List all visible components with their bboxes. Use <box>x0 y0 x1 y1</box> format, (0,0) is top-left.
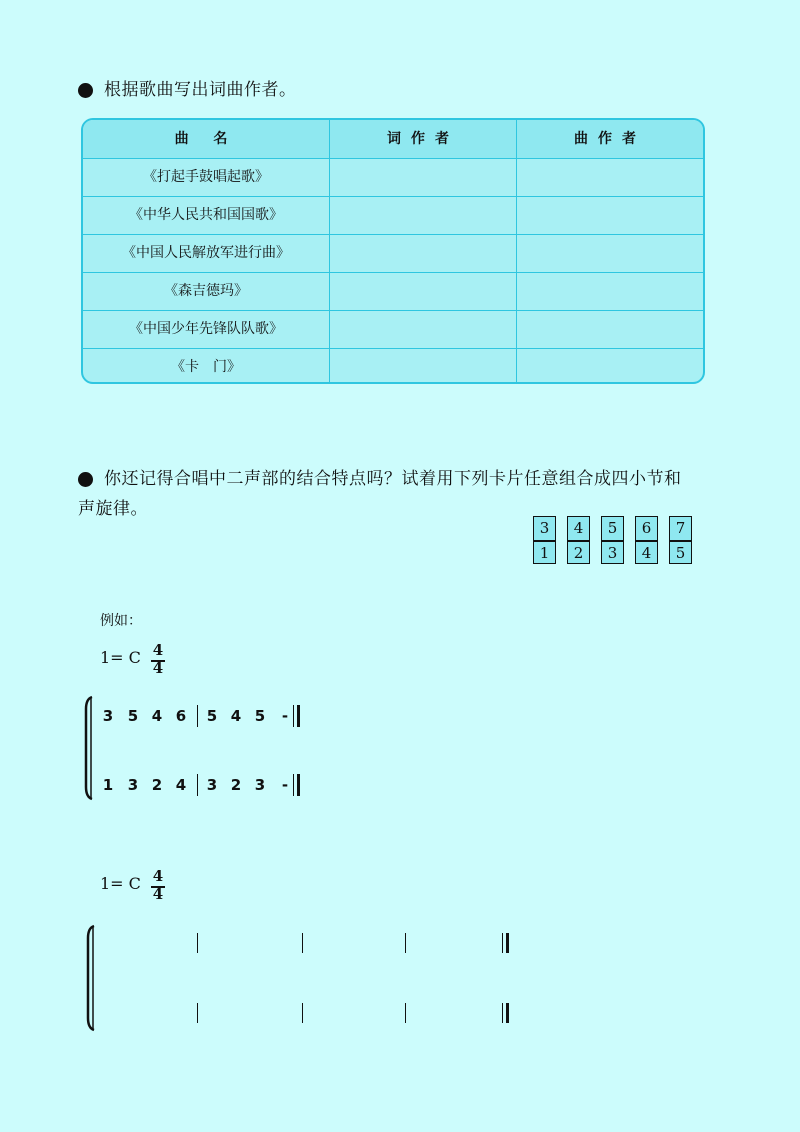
question-1-text: 根据歌曲写出词曲作者。 <box>104 80 297 100</box>
note: 3 <box>102 707 114 725</box>
interval-card <box>567 516 590 564</box>
card-top-note: 3 <box>539 519 550 537</box>
note: 5 <box>254 707 266 725</box>
card-bottom-note: 5 <box>675 543 686 562</box>
time-signature-top: 4 <box>152 641 164 659</box>
bar-line <box>197 774 198 796</box>
note: - <box>281 776 289 794</box>
blank-bar-line <box>197 1003 198 1023</box>
blank-bar-line <box>405 1003 406 1023</box>
exercise-system-brace <box>84 924 100 1032</box>
bullet-icon <box>78 83 93 98</box>
exercise-time-signature-bottom: 4 <box>152 885 164 903</box>
note: 3 <box>254 776 266 794</box>
final-bar-thick <box>506 933 509 953</box>
card-top-note: 4 <box>573 519 584 537</box>
system-brace <box>82 695 98 801</box>
note: 6 <box>175 707 187 725</box>
blank-bar-line <box>302 933 303 953</box>
blank-bar-line <box>197 933 198 953</box>
exercise-key-signature: 1= C <box>100 874 141 893</box>
example-label: 例如： <box>100 613 142 629</box>
card-top-note: 5 <box>607 519 618 537</box>
header-lyricist: 词作者 <box>387 131 459 147</box>
interval-card <box>669 516 692 564</box>
time-signature-bottom: 4 <box>152 659 164 677</box>
key-signature: 1= C <box>100 648 141 667</box>
card-top-note: 7 <box>675 519 686 537</box>
note: 5 <box>127 707 139 725</box>
interval-card <box>635 516 658 564</box>
question-2-line-1: 你还记得合唱中二声部的结合特点吗？试着用下列卡片任意组合成四小节和 <box>104 469 682 489</box>
final-bar-thin <box>502 933 503 953</box>
card-top-note: 6 <box>641 519 652 537</box>
bullet-icon <box>78 472 93 487</box>
note: - <box>281 707 289 725</box>
song-name-cell: 《中华人民共和国国歌》 <box>129 207 283 223</box>
song-name-cell: 《打起手鼓唱起歌》 <box>143 169 269 185</box>
note: 4 <box>230 707 242 725</box>
interval-card <box>601 516 624 564</box>
interval-card <box>533 516 556 564</box>
note: 1 <box>102 776 114 794</box>
final-bar-thick <box>297 774 300 796</box>
header-song-name: 曲 名 <box>174 131 238 147</box>
card-bottom-note: 4 <box>641 543 652 562</box>
final-bar-thin <box>293 774 294 796</box>
header-composer: 曲作者 <box>574 131 646 147</box>
question-2-line-2: 声旋律。 <box>78 499 148 519</box>
final-bar-thick <box>297 705 300 727</box>
exercise-time-signature-top: 4 <box>152 867 164 885</box>
final-bar-thin <box>293 705 294 727</box>
note: 4 <box>175 776 187 794</box>
composer-table <box>81 118 705 384</box>
blank-bar-line <box>405 933 406 953</box>
song-name-cell: 《中国少年先锋队队歌》 <box>129 321 283 337</box>
card-bottom-note: 2 <box>573 543 584 562</box>
final-bar-thin <box>502 1003 503 1023</box>
note: 4 <box>151 707 163 725</box>
final-bar-thick <box>506 1003 509 1023</box>
song-name-cell: 《中国人民解放军进行曲》 <box>122 245 290 261</box>
card-bottom-note: 3 <box>607 543 618 562</box>
note: 5 <box>206 707 218 725</box>
note: 3 <box>127 776 139 794</box>
note: 3 <box>206 776 218 794</box>
blank-bar-line <box>302 1003 303 1023</box>
note: 2 <box>230 776 242 794</box>
bar-line <box>197 705 198 727</box>
song-name-cell: 《森吉德玛》 <box>164 283 248 299</box>
note: 2 <box>151 776 163 794</box>
card-bottom-note: 1 <box>539 543 550 562</box>
song-name-cell: 《卡 门》 <box>171 359 241 375</box>
